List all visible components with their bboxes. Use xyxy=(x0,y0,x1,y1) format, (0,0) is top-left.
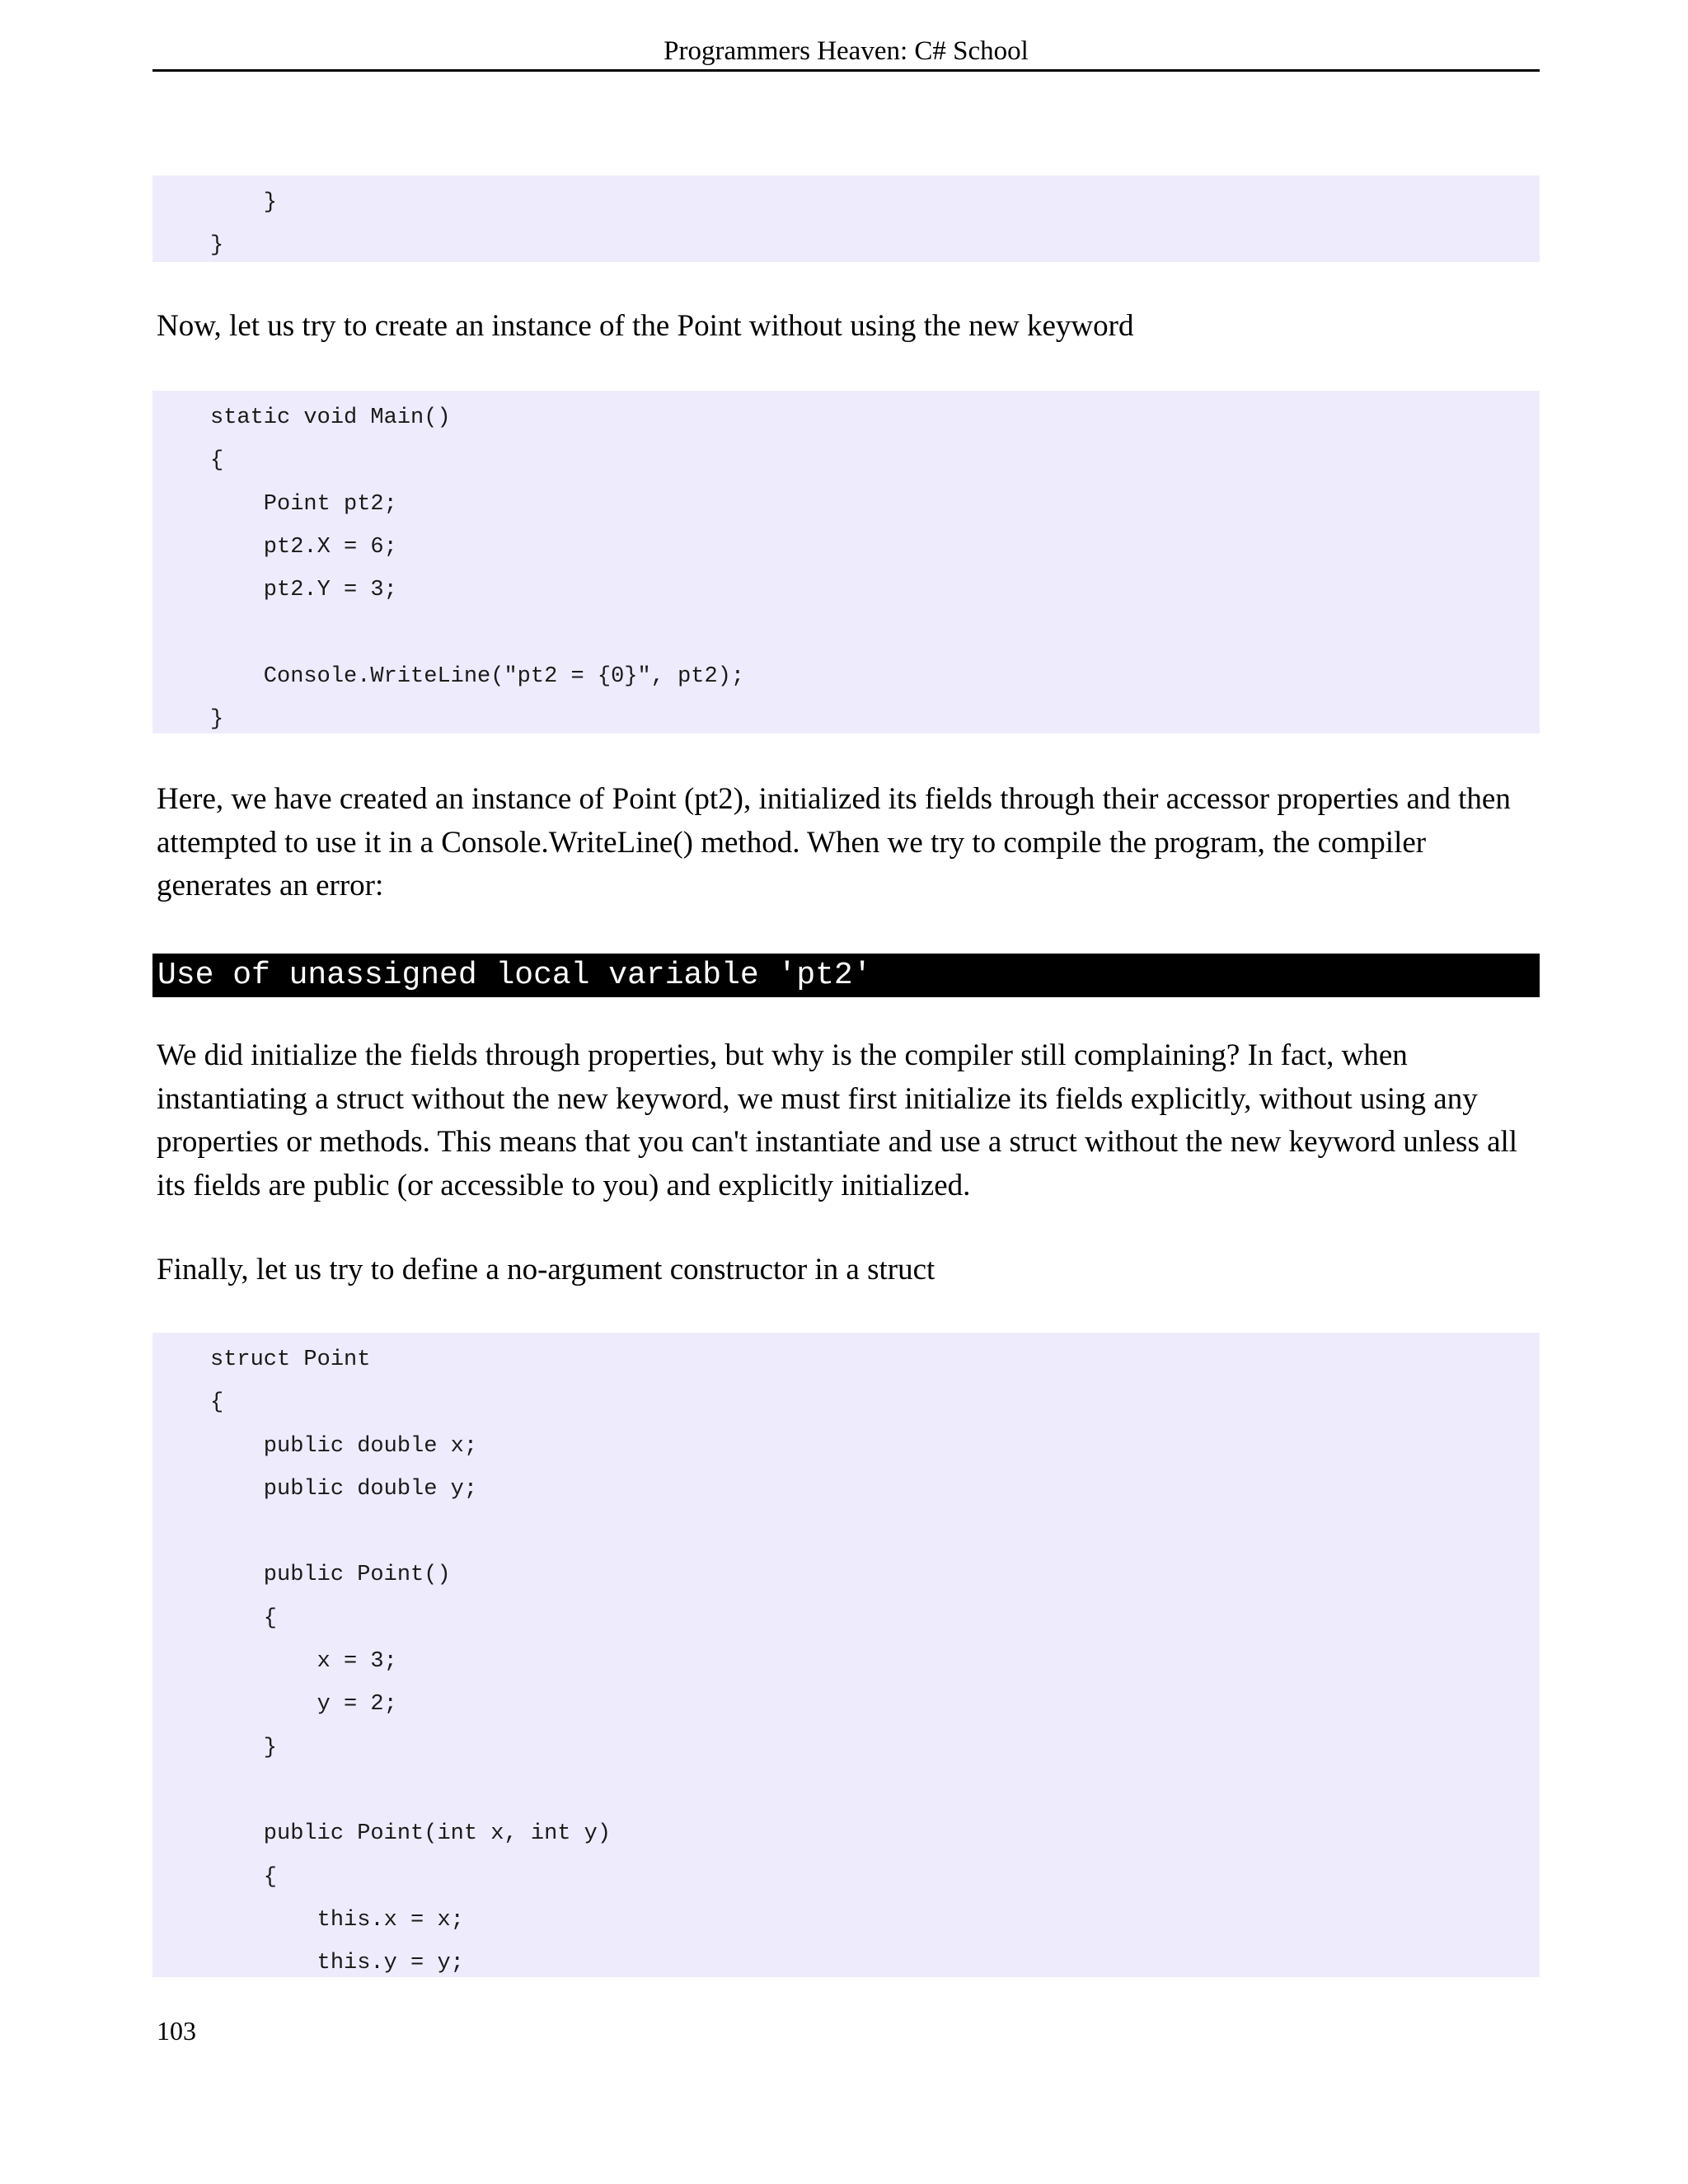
code-line: } xyxy=(210,190,278,215)
code-line: static void Main() xyxy=(210,405,451,430)
code-line: struct Point xyxy=(210,1347,371,1372)
header-title: Programmers Heaven: C# School xyxy=(663,36,1029,66)
code-line: } xyxy=(210,1735,278,1760)
code-line: this.x = x; xyxy=(210,1907,464,1933)
code-line: x = 3; xyxy=(210,1649,397,1675)
paragraph-instance-without-new: Now, let us try to create an instance of the Point without using the new keyword xyxy=(157,309,1134,343)
code-line: Point pt2; xyxy=(210,491,397,517)
code-line xyxy=(152,612,1540,654)
code-line: pt2.X = 6; xyxy=(210,534,397,560)
code-line xyxy=(152,1769,1540,1812)
code-line: } xyxy=(210,233,224,259)
paragraph-explanation: We did initialize the fields through properties, but why is the compiler still complaining? In fact, when instantiating a struct without the new keyword, we must first initialize its fields explicitly, without using any properties or methods. This means that you can't instantiate and use a struct without the new keyword unless all its fields are public (or accessible to you) and explicitly initialized. xyxy=(157,1038,1518,1202)
code-line: { xyxy=(210,1864,278,1890)
error-message: Use of unassigned local variable 'pt2' xyxy=(152,954,1540,997)
page-header xyxy=(152,33,1540,72)
code-block-main-method xyxy=(152,391,1540,733)
code-line: Console.WriteLine("pt2 = {0}", pt2); xyxy=(210,663,745,689)
paragraph-compile-error-intro: Here, we have created an instance of Point (pt2), initialized its fields through their accessor properties and then attempted to use it in a Console.WriteLine() method. When we try to compile the program, the compiler generates an error: xyxy=(157,782,1511,902)
code-line: { xyxy=(210,1605,278,1631)
paragraph-no-arg-constructor: Finally, let us try to define a no-argument constructor in a struct xyxy=(157,1253,935,1286)
code-line: public Point(int x, int y) xyxy=(210,1821,612,1847)
code-line: public double y; xyxy=(210,1476,478,1502)
code-line: pt2.Y = 3; xyxy=(210,578,397,603)
code-block-closing-braces xyxy=(152,176,1540,262)
code-line: { xyxy=(210,448,224,474)
code-line: public double x; xyxy=(210,1433,478,1459)
code-line: y = 2; xyxy=(210,1692,397,1718)
code-line: } xyxy=(210,707,224,733)
code-line: this.y = y; xyxy=(210,1951,464,1976)
code-line: public Point() xyxy=(210,1563,451,1588)
code-line xyxy=(152,1511,1540,1554)
code-line: { xyxy=(210,1390,224,1416)
code-block-struct-point xyxy=(152,1333,1540,1977)
page-number: 103 xyxy=(157,2016,196,2046)
